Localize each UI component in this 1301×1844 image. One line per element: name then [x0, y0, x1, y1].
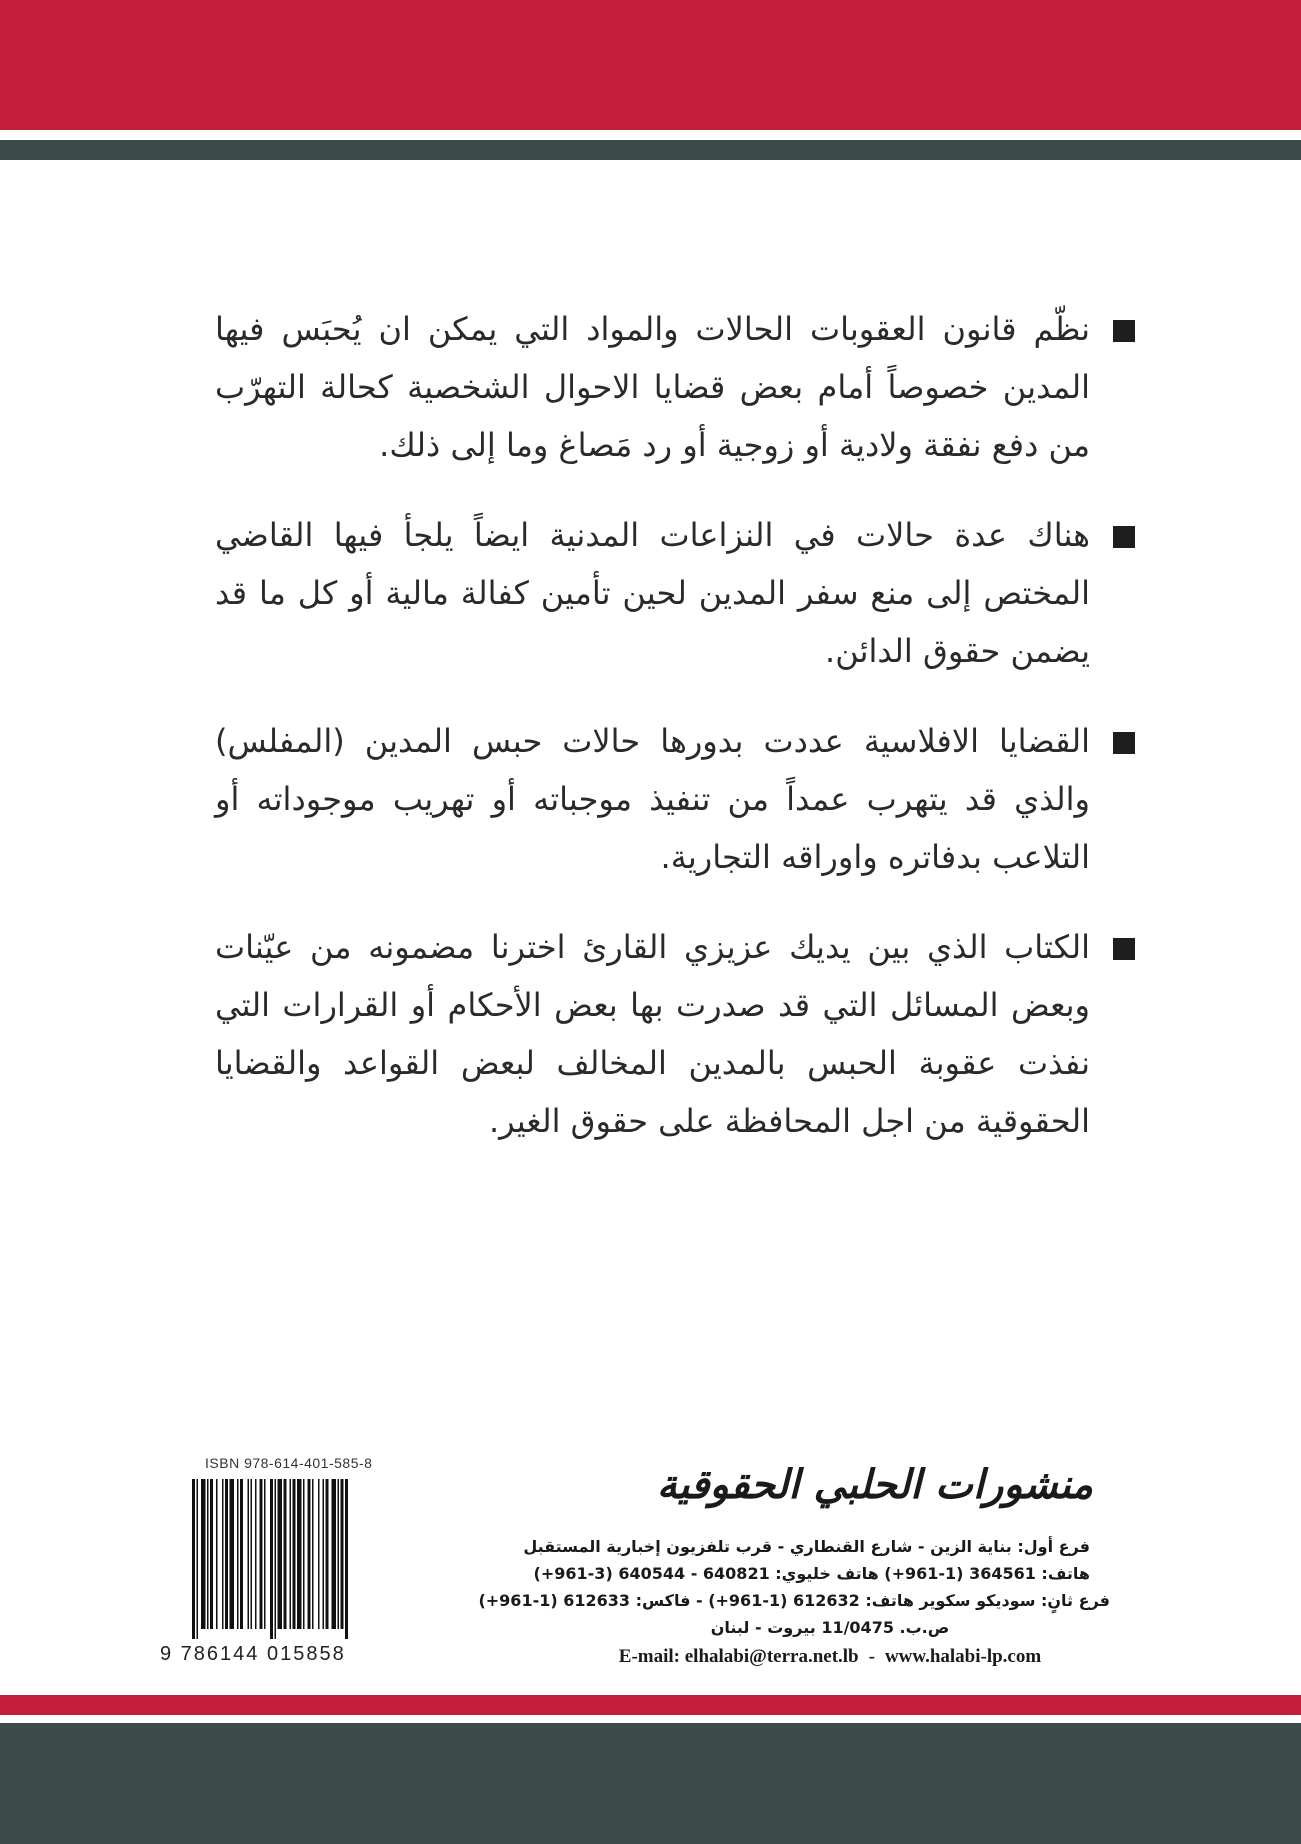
po-box: ص.ب. 11/0475 بيروت - لبنان	[710, 1618, 950, 1637]
isbn-label: ISBN 978-614-401-585-8	[205, 1455, 373, 1471]
branch-two-address: فرع ثانٍ: سوديكو سكوير هاتف: 612632 (1-961+) - فاكس: 612633 (1-961+)	[478, 1591, 1110, 1610]
bottom-divider-line	[0, 1715, 1301, 1723]
contact-separator: -	[868, 1646, 875, 1667]
publisher-info	[478, 1455, 1160, 1673]
top-dark-band	[0, 140, 1301, 160]
paragraph	[215, 918, 1135, 1150]
paragraph	[215, 712, 1135, 886]
barcode-icon	[190, 1479, 416, 1639]
paragraph-text: هناك عدة حالات في النزاعات المدنية ايضاً يلجأ فيها القاضي المختص إلى منع سفر المدين لحين تأمين كفالة مالية أو كل ما قد يضمن حقوق الدائن.	[215, 516, 1090, 670]
square-bullet-icon	[1113, 526, 1135, 548]
paragraph-text: الكتاب الذي بين يديك عزيزي القارئ اخترنا مضمونه من عيّنات وبعض المسائل التي قد صدرت بها بعض الأحكام أو القرارات التي نفذت عقوبة الحبس بالمدين المخالف لبعض القواعد والقضايا الحقوقية من اجل المحافظة على حقوق الغير.	[215, 928, 1090, 1140]
square-bullet-icon	[1113, 938, 1135, 960]
square-bullet-icon	[1113, 320, 1135, 342]
paragraph	[215, 506, 1135, 680]
email-link[interactable]: E-mail: elhalabi@terra.net.lb	[618, 1646, 859, 1667]
bottom-dark-band	[0, 1723, 1301, 1844]
branch-one-address: فرع أول: بناية الزين - شارع القنطاري - قرب تلفزيون إخبارية المستقبل	[523, 1537, 1090, 1556]
barcode-number: 9 786144 015858	[160, 1643, 346, 1665]
website-link[interactable]: www.halabi-lp.com	[884, 1646, 1042, 1667]
publisher-logo: منشورات الحلبي الحقوقية	[656, 1461, 1094, 1508]
paragraph	[215, 300, 1135, 474]
top-divider-line	[0, 130, 1301, 140]
contact-line	[500, 1641, 1160, 1673]
paragraph-text: نظّم قانون العقوبات الحالات والمواد التي يمكن ان يُحبَس فيها المدين خصوصاً أمام بعض قضايا الاحوال الشخصية كحالة التهرّب من دفع نفقة ولادية أو زوجية أو رد مَصاغ وما إلى ذلك.	[215, 310, 1090, 464]
paragraph-text: القضايا الافلاسية عددت بدورها حالات حبس المدين (المفلس) والذي قد يتهرب عمداً من تنفيذ موجباته أو تهريب موجوداته أو التلاعب بدفاتره واوراقه التجارية.	[215, 722, 1090, 876]
blurb-text	[215, 300, 1135, 1182]
square-bullet-icon	[1113, 732, 1135, 754]
top-red-band	[0, 0, 1301, 130]
phone-numbers: هاتف: 364561 (1-961+) هاتف خليوي: 640821 - 640544 (3-961+)	[533, 1564, 1090, 1583]
bottom-red-band	[0, 1695, 1301, 1715]
